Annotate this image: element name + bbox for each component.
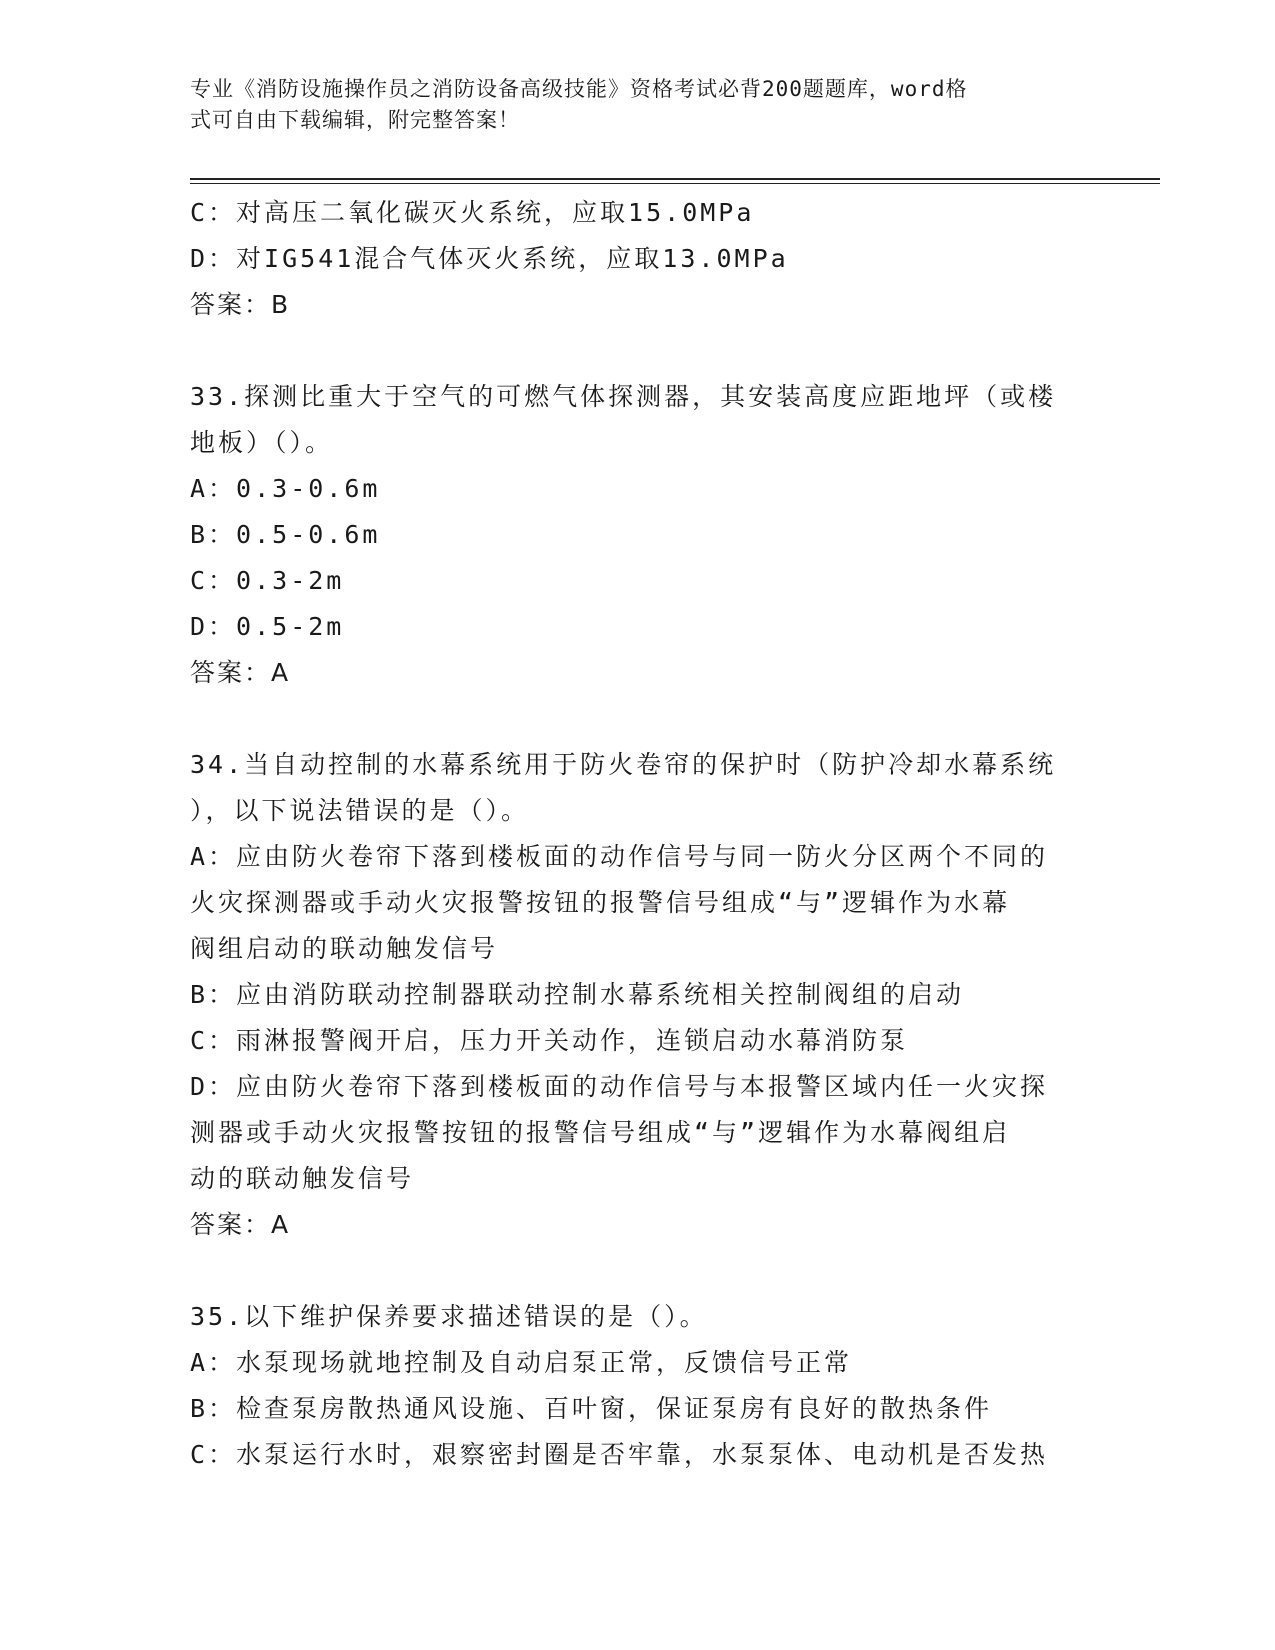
option-d: D：0.5-2m [190,612,345,641]
option-b: B：检查泵房散热通风设施、百叶窗，保证泵房有良好的散热条件 [190,1394,993,1423]
option-c: C：对高压二氧化碳灭火系统，应取15.0MPa [190,198,755,227]
document-header [190,74,1070,136]
option-b: B：应由消防联动控制器联动控制水幕系统相关控制阀组的启动 [190,980,965,1009]
option-c: C：雨淋报警阀开启，压力开关动作，连锁启动水幕消防泵 [190,1026,909,1055]
header-divider-thick [190,178,1160,180]
answer-line: 答案：A [190,658,291,687]
option-d-line-3: 动的联动触发信号 [190,1164,415,1193]
option-d: D：对IG541混合气体灭火系统，应取13.0MPa [190,244,789,273]
option-b: B：0.5-0.6m [190,520,381,549]
answer-line: 答案：B [190,290,291,319]
question-list [190,190,1090,1478]
question-35 [190,1294,1090,1478]
question-32-tail [190,190,1090,328]
option-a-line-2: 火灾探测器或手动火灾报警按钮的报警信号组成“与”逻辑作为水幕 [190,888,1011,917]
question-stem-line-1: 34.当自动控制的水幕系统用于防火卷帘的保护时（防护冷却水幕系统 [190,750,1057,779]
option-c: C：水泵运行水时，艰察密封圈是否牢靠，水泵泵体、电动机是否发热 [190,1440,1049,1469]
option-a: A：0.3-0.6m [190,474,381,503]
question-34 [190,742,1090,1248]
answer-line: 答案：A [190,1210,291,1239]
question-stem-line-1: 33.探测比重大于空气的可燃气体探测器，其安装高度应距地坪（或楼 [190,382,1057,411]
header-divider-thin [190,183,1160,184]
option-c: C：0.3-2m [190,566,345,595]
option-d-line-2: 测器或手动火灾报警按钮的报警信号组成“与”逻辑作为水幕阀组启 [190,1118,1011,1147]
header-title-line-1: 专业《消防设施操作员之消防设备高级技能》资格考试必背200题题库，word格 [190,77,968,101]
question-stem-line-2: 地板）（）。 [190,428,334,457]
question-stem-line-2: ），以下说法错误的是（）。 [190,796,530,825]
option-a: A：水泵现场就地控制及自动启泵正常，反馈信号正常 [190,1348,853,1377]
header-title-line-2: 式可自由下载编辑，附完整答案！ [190,108,520,132]
option-a-line-3: 阀组启动的联动触发信号 [190,934,499,963]
question-33 [190,374,1090,696]
question-stem: 35.以下维护保养要求描述错误的是（）。 [190,1302,708,1331]
option-a-line-1: A：应由防火卷帘下落到楼板面的动作信号与同一防火分区两个不同的 [190,842,1049,871]
option-d-line-1: D：应由防火卷帘下落到楼板面的动作信号与本报警区域内任一火灾探 [190,1072,1049,1101]
